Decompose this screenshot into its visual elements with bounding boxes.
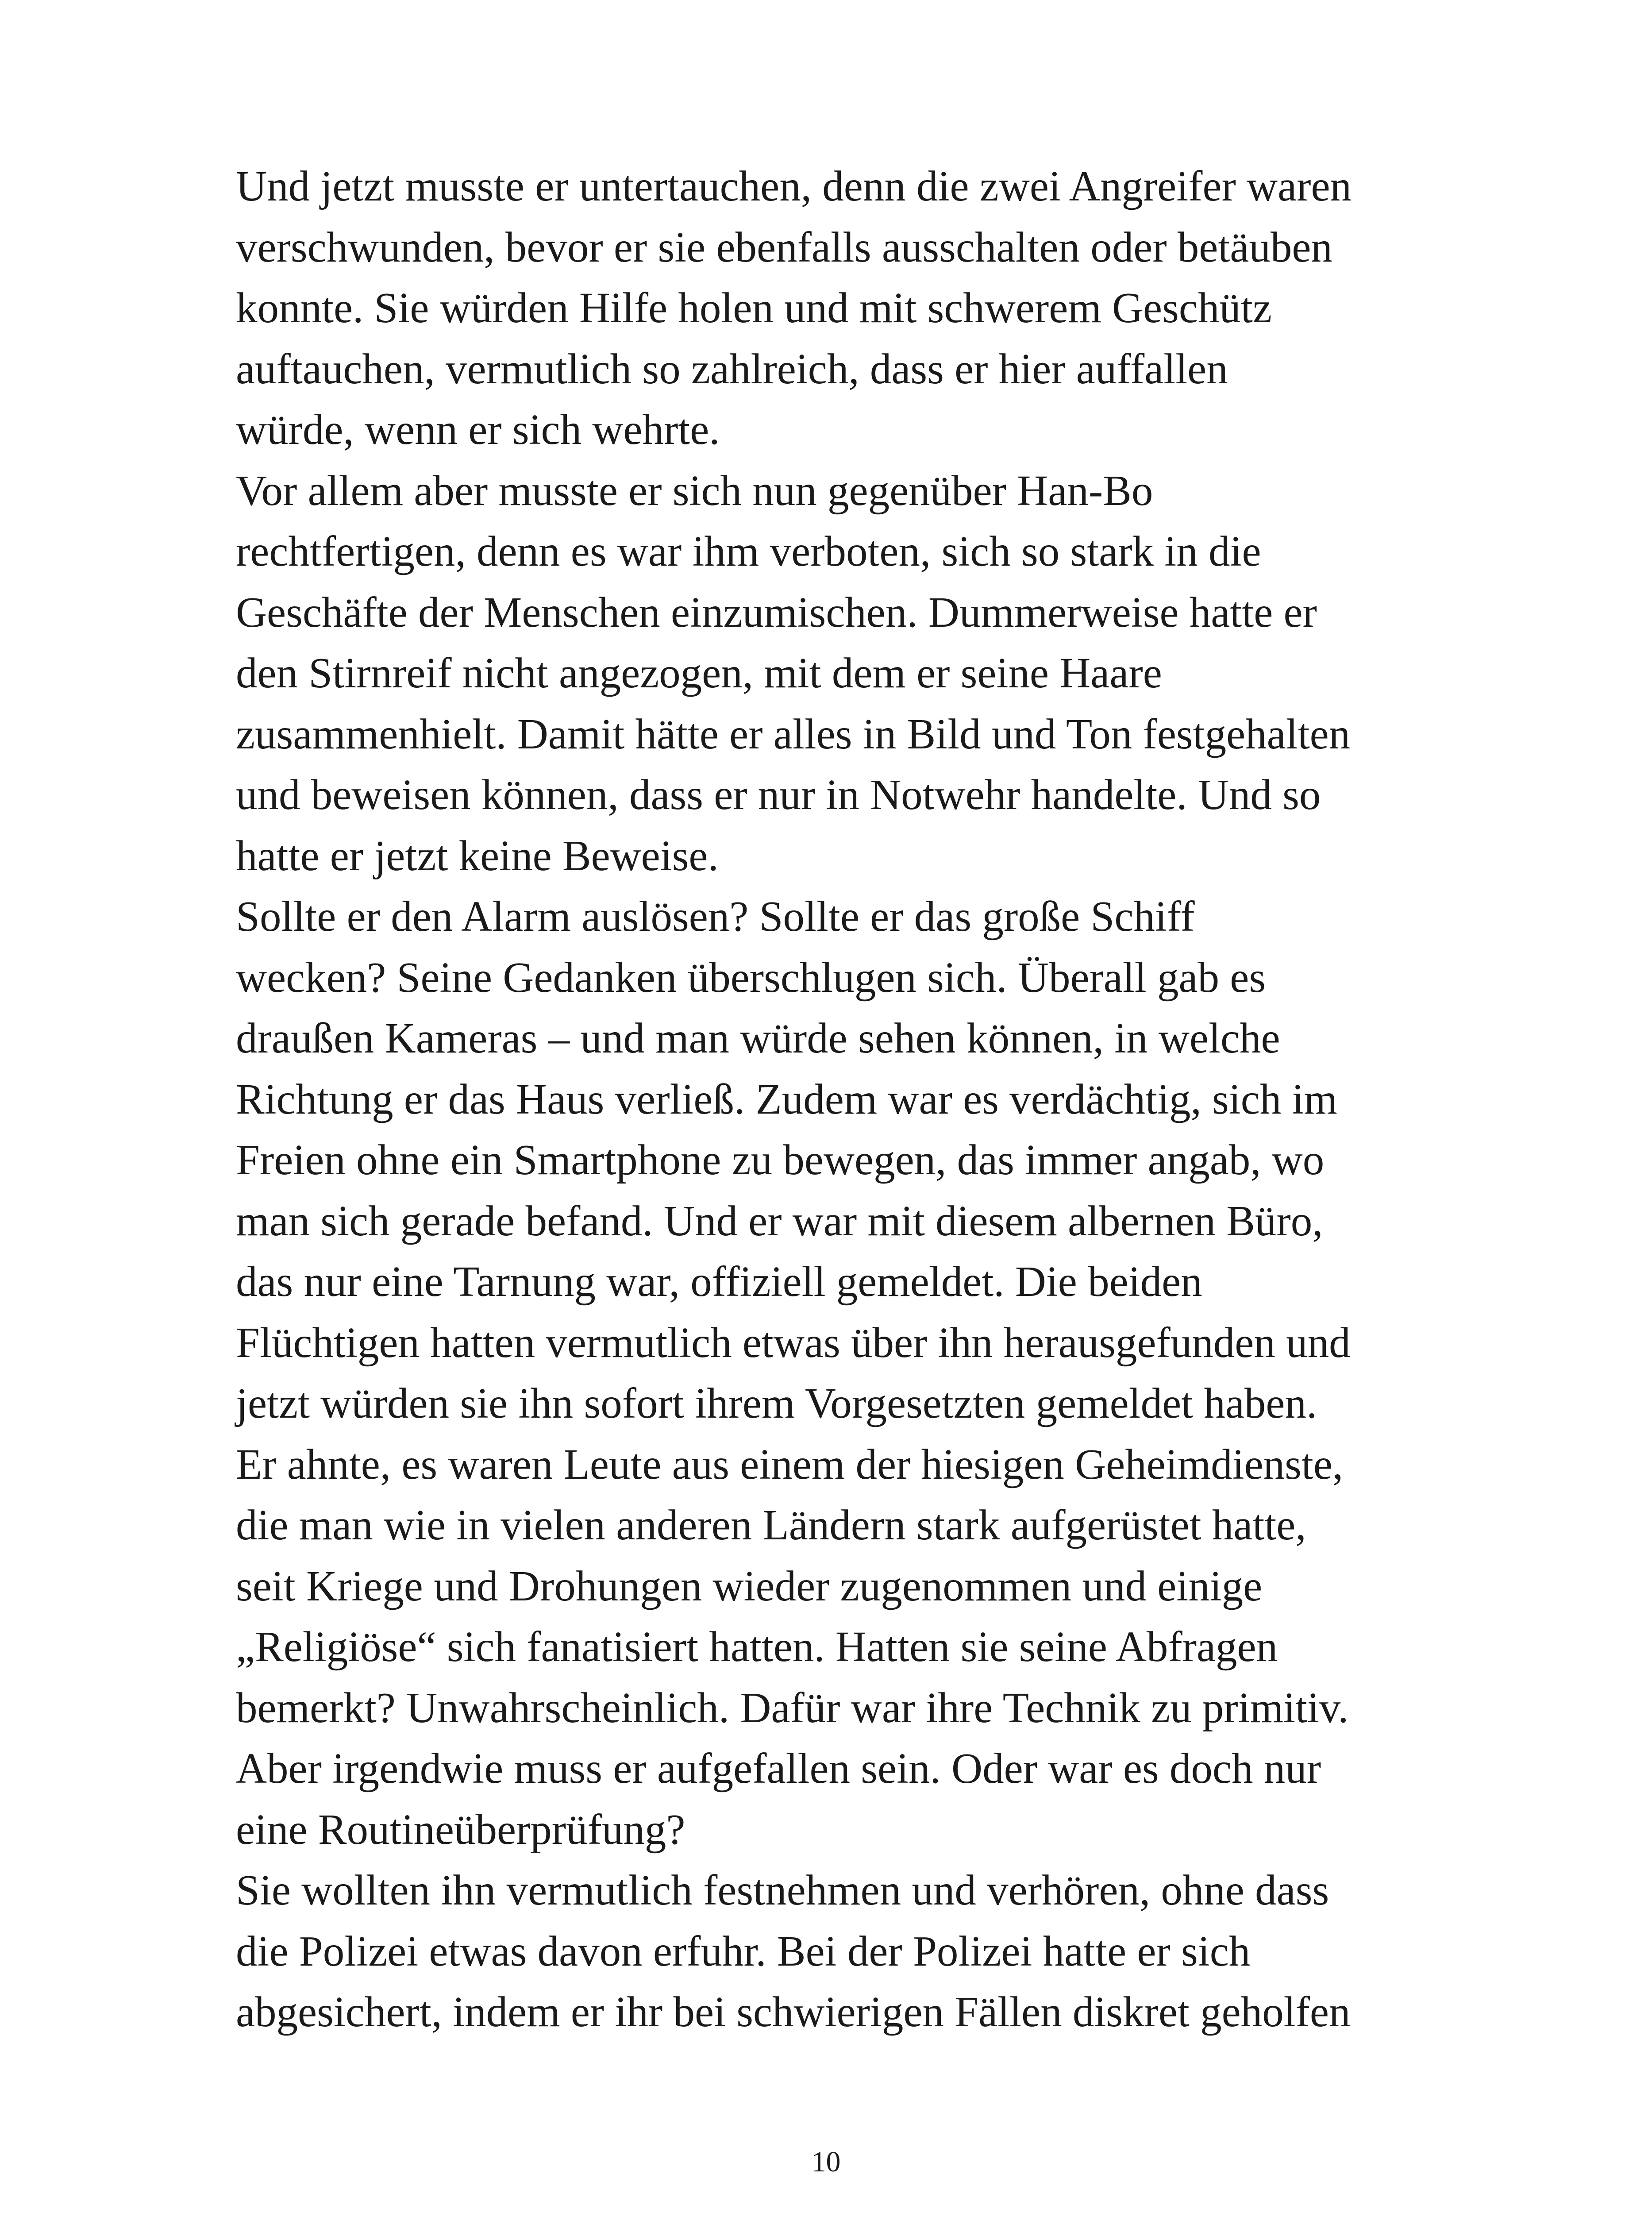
- page-number: 10: [811, 2146, 841, 2178]
- text-line: rechtfertigen, denn es war ihm verboten, sich so stark in die: [236, 528, 1261, 575]
- text-line: würde, wenn er sich wehrte.: [236, 406, 720, 453]
- text-line: und beweisen können, dass er nur in Notwehr handelte. Und so: [236, 771, 1321, 818]
- text-line: Flüchtigen hatten vermutlich etwas über ihn herausgefunden und: [236, 1319, 1351, 1366]
- text-line: verschwunden, bevor er sie ebenfalls ausschalten oder betäuben: [236, 223, 1332, 271]
- text-line: bemerkt? Unwahrscheinlich. Dafür war ihre Technik zu primitiv.: [236, 1684, 1349, 1731]
- text-line: auftauchen, vermutlich so zahlreich, dass er hier auffallen: [236, 345, 1228, 393]
- text-line: jetzt würden sie ihn sofort ihrem Vorgesetzten gemeldet haben.: [236, 1380, 1317, 1427]
- text-line: Sie wollten ihn vermutlich festnehmen und verhören, ohne dass: [236, 1866, 1329, 1914]
- text-line: seit Kriege und Drohungen wieder zugenommen und einige: [236, 1562, 1263, 1610]
- text-line: Vor allem aber musste er sich nun gegenüber Han-Bo: [236, 467, 1153, 514]
- text-line: man sich gerade befand. Und er war mit diesem albernen Büro,: [236, 1197, 1323, 1245]
- text-line: Sollte er den Alarm auslösen? Sollte er das große Schiff: [236, 893, 1195, 940]
- text-line: Geschäfte der Menschen einzumischen. Dummerweise hatte er: [236, 588, 1317, 636]
- text-line: das nur eine Tarnung war, offiziell gemeldet. Die beiden: [236, 1258, 1202, 1305]
- text-line: zusammenhielt. Damit hätte er alles in Bild und Ton festgehalten: [236, 710, 1351, 758]
- body-text: [236, 156, 1440, 2043]
- text-line: die man wie in vielen anderen Ländern stark aufgerüstet hatte,: [236, 1501, 1306, 1549]
- text-line: abgesichert, indem er ihr bei schwierigen Fällen diskret geholfen: [236, 1988, 1351, 2036]
- text-line: Und jetzt musste er untertauchen, denn die zwei Angreifer waren: [236, 162, 1352, 210]
- text-line: hatte er jetzt keine Beweise.: [236, 832, 719, 879]
- text-line: „Religiöse“ sich fanatisiert hatten. Hatten sie seine Abfragen: [236, 1623, 1278, 1670]
- text-line: eine Routineüberprüfung?: [236, 1805, 685, 1853]
- text-line: Freien ohne ein Smartphone zu bewegen, das immer angab, wo: [236, 1136, 1325, 1184]
- text-line: Aber irgendwie muss er aufgefallen sein. Oder war es doch nur: [236, 1745, 1321, 1792]
- text-line: draußen Kameras – und man würde sehen können, in welche: [236, 1014, 1280, 1062]
- text-line: Er ahnte, es waren Leute aus einem der hiesigen Geheimdienste,: [236, 1440, 1344, 1488]
- text-line: die Polizei etwas davon erfuhr. Bei der Polizei hatte er sich: [236, 1927, 1251, 1975]
- text-line: wecken? Seine Gedanken überschlugen sich. Überall gab es: [236, 953, 1266, 1001]
- text-line: den Stirnreif nicht angezogen, mit dem er seine Haare: [236, 649, 1162, 697]
- text-line: Richtung er das Haus verließ. Zudem war es verdächtig, sich im: [236, 1075, 1337, 1123]
- text-line: konnte. Sie würden Hilfe holen und mit schwerem Geschütz: [236, 284, 1272, 332]
